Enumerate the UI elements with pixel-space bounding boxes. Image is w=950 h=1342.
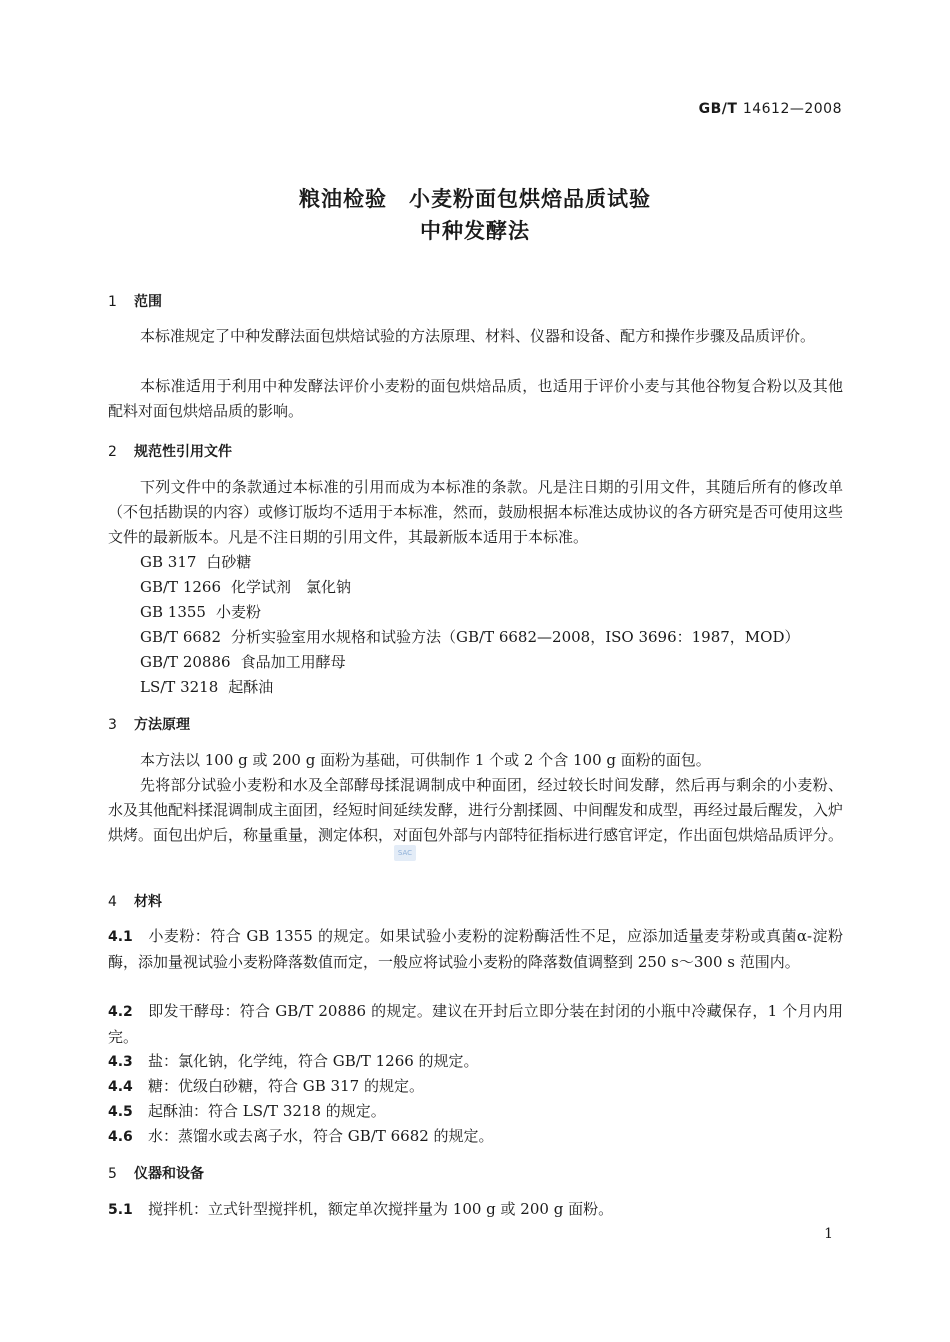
page-number: 1 [824, 1226, 833, 1242]
reference-item: GB/T 6682 分析实验室用水规格和试验方法（GB/T 6682—2008，ISO 3696：1987，MOD） [140, 628, 800, 646]
document-title: 粮油检验 小麦粉面包烘焙品质试验 [299, 187, 651, 211]
clause-item: 4.5 起酥油：符合 LS/T 3218 的规定。 [108, 1102, 386, 1120]
clause-item: 5.1 搅拌机：立式针型搅拌机，额定单次搅拌量为 100 g 或 200 g 面粉。 [108, 1200, 614, 1218]
paragraph: 下列文件中的条款通过本标准的引用而成为本标准的条款。凡是注日期的引用文件，其随后所有的修改单（不包括勘误的内容）或修订版均不适用于本标准，然而，鼓励根据本标准达成协议的各方研究是否可使用这些文件的最新版本。凡是不注日期的引用文件，其最新版本适用于本标准。 [108, 478, 844, 546]
section-heading-principle: 3 方法原理 [108, 717, 190, 733]
standard-code: 14612—2008 [742, 101, 842, 117]
paragraph: 先将部分试验小麦粉和水及全部酵母揉混调制成中种面团，经过较长时间发酵，然后再与剩余的小麦粉、水及其他配料揉混调制成主面团，经短时间延续发酵，进行分割揉圆、中间醒发和成型，再经过最后醒发，入炉烘烤。面包出炉后，称量重量，测定体积，对面包外部与内部特征指标进行感官评定，作出面包烘焙品质评分。 [108, 776, 844, 844]
reference-item: LS/T 3218 起酥油 [140, 678, 274, 696]
standard-number [699, 101, 842, 117]
section-heading-materials: 4 材料 [108, 894, 162, 910]
watermark-stamp: SAC [394, 845, 416, 861]
section-heading-scope: 1 范围 [108, 294, 162, 310]
reference-item: GB/T 20886 食品加工用酵母 [140, 653, 346, 671]
clause-item: 4.1 小麦粉：符合 GB 1355 的规定。如果试验小麦粉的淀粉酶活性不足，应添加适量麦芽粉或真菌α-淀粉酶，添加量视试验小麦粉降落数值而定，一般应将试验小麦粉的降落数值调整到 250 s～300 s 范围内。 [108, 927, 843, 971]
document-subtitle: 中种发酵法 [420, 219, 530, 243]
paragraph: 本标准规定了中种发酵法面包烘焙试验的方法原理、材料、仪器和设备、配方和操作步骤及品质评价。 [140, 327, 816, 345]
clause-item: 4.2 即发干酵母：符合 GB/T 20886 的规定。建议在开封后立即分装在封闭的小瓶中冷藏保存，1 个月内用完。 [108, 1002, 843, 1046]
section-heading-normative-references: 2 规范性引用文件 [108, 444, 232, 460]
section-heading-apparatus: 5 仪器和设备 [108, 1166, 204, 1182]
clause-item: 4.4 糖：优级白砂糖，符合 GB 317 的规定。 [108, 1077, 424, 1095]
paragraph: 本方法以 100 g 或 200 g 面粉为基础，可供制作 1 个或 2 个含 100 g 面粉的面包。 [140, 751, 711, 769]
reference-item: GB 317 白砂糖 [140, 553, 252, 571]
reference-item: GB/T 1266 化学试剂 氯化钠 [140, 578, 352, 596]
reference-item: GB 1355 小麦粉 [140, 603, 261, 621]
paragraph: 本标准适用于利用中种发酵法评价小麦粉的面包烘焙品质，也适用于评价小麦与其他谷物复合粉以及其他配料对面包烘焙品质的影响。 [108, 377, 843, 420]
clause-item: 4.6 水：蒸馏水或去离子水，符合 GB/T 6682 的规定。 [108, 1127, 494, 1145]
clause-item: 4.3 盐：氯化钠，化学纯，符合 GB/T 1266 的规定。 [108, 1052, 479, 1070]
standard-prefix: GB/T [698, 101, 738, 117]
